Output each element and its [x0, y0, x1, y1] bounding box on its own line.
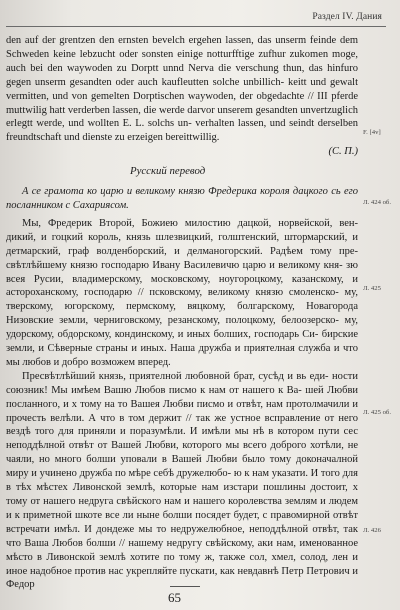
text-line: нашему недругу свѣйскому, аки нам, именованное мѣсто в Ливонской	[6, 537, 358, 563]
text-line: болши посядет будет, с правомирной отвѣт встречати имѣл. И дондеже	[6, 509, 359, 535]
section-heading: Русский перевод	[130, 165, 206, 178]
margin-note: F. [4v]	[363, 129, 381, 136]
text-line: му, тверскому, югорскому, пермскому, вяцкому, болгарскому, Новагорода	[6, 287, 358, 313]
text-line: нашего королевства землям и людем и к приметной шкоте все ли ныне	[6, 496, 359, 521]
german-line: keitt und gewalt vermitten, und von gemelten Dorptischen waywoden, der	[6, 76, 358, 102]
header-rule	[6, 26, 386, 27]
text-line: шей Любви посланного, и х тому на то Вашея Любви писмо и отвѣт, нам	[6, 384, 359, 410]
subtitle-line: сь его посланником с Сахариясом.	[6, 186, 358, 211]
german-line: unserem gesandten unvertzuglich erlegtt werde, und wollten E. L. solchs un-	[6, 104, 358, 130]
german-line: das hinfuro gegen unserm gesandten oder auch kaufleutten solche unbillich-	[6, 62, 359, 88]
margin-note: Л. 424 об.	[363, 199, 392, 206]
text-line: ности союзник! Мы имѣем Вашю Любов писмо к нам от нашего к Ва-	[6, 370, 359, 396]
german-line: den auf der grentzen den ernsten bevelch ergehen lassen, das unserm feinde	[6, 35, 337, 46]
text-line: дикий, и гоцкий король, князь шлезвицкий, голштенский, штормарский,	[6, 231, 348, 243]
russian-paragraph-2	[6, 370, 358, 593]
text-line: протолмачили и прочесть велѣли. А что в том держит // так же устное	[6, 398, 359, 424]
source-note: (С. П.)	[328, 146, 358, 158]
text-line: зю всея Русии, владимерскому, московскому, ноугороцкому, казанскому,	[6, 259, 359, 285]
german-line: moge, auch bei den waywoden zu Dorptt unnd Nerva die verschung thun,	[6, 48, 358, 74]
text-line: всправление от него вездѣ того для приняли и поразумѣли. И имѣли мы	[6, 412, 359, 438]
footer-rule	[170, 586, 200, 587]
german-line: bereittwillig.	[165, 132, 220, 144]
subtitle-line: А се грамота ко царю и великому князю Фредерика короля дацкого	[22, 186, 328, 198]
margin-notes	[363, 0, 400, 610]
running-header: Раздел IV. Дания	[312, 12, 382, 22]
russian-paragraph-1	[6, 217, 358, 370]
page-body	[6, 34, 358, 592]
page-number: 65	[168, 590, 181, 605]
text-line: против нас укрепляйте пускати, как невдавнѣ Петр Петрович и Федор	[6, 565, 358, 591]
text-line: бирские земли, и Сѣверные страны и иных. Наша дружба и приятелная	[6, 329, 358, 355]
margin-note: Л. 425	[363, 285, 381, 292]
text-line: нѣ в котором пути сес неподдѣлной отвѣт от Вашей Любви, которого мы	[6, 426, 359, 452]
german-text	[6, 34, 358, 145]
document-subtitle	[6, 185, 358, 213]
text-line: ю к нам указати. И того для в тѣх мѣстех Ливонской землѣ, которые нам	[6, 468, 358, 494]
text-line: Мы, Фредерик Второй, Божиею милостию дацкой, норвейской, вен-	[22, 217, 358, 229]
margin-note: Л. 425 об.	[363, 409, 392, 416]
margin-note: Л. 426	[363, 527, 381, 534]
text-line: мы то недружелюбное, неподдѣлной отвѣт, так что Ваша Любов болши //	[6, 523, 359, 549]
text-line: Низовские земли, черниговскому, резанскому, полоцкому, белоозерско-	[6, 315, 339, 327]
german-line: dem Schweden keine lebzucht oder sonsten einige notturfftige zufhur zukomen	[6, 35, 359, 60]
text-line: и астороханскому, господарю // псковскому, великому князю смоленско-	[6, 273, 359, 299]
text-line: землѣ хотите по тому ж, также сол, хмел, солод, лен и иное надобное	[6, 551, 358, 577]
text-line: му, удорскому, обдорскому, кондинскому, и иных болших, господарь Си-	[6, 315, 359, 341]
text-line: изстари пошлины достоит, х тому от нашего недруга свѣйского нам и	[6, 482, 359, 507]
text-line: Пресвѣтлѣйший князь, приятелной любовной брат, сусѣд и вь еди-	[22, 370, 329, 382]
text-line: и детмарский, граф волденборский, и делманогорский. Радѣем тому пре-	[6, 231, 358, 257]
text-line: служба и что мы любов и добро возможем вперед.	[6, 343, 359, 368]
german-line: obgedachte // III pferde muttwilig hatt verderben lassen, die werde darvor	[6, 90, 359, 116]
text-line: свѣтлѣйшему князю господарю Ивану Василевичю царю и великому кня-	[6, 259, 343, 271]
german-line: verhalten lassen, und seindt derselben freundtschaft und dienste zu erzeigen	[6, 118, 358, 144]
text-line: было тому доконачалной миру и учинено дружба по мѣре себѣ дружелюбо-	[6, 454, 359, 480]
text-line: всего доброго хотѣли, не чаяли, но много болши уповали в Вашей Любви	[6, 440, 358, 466]
